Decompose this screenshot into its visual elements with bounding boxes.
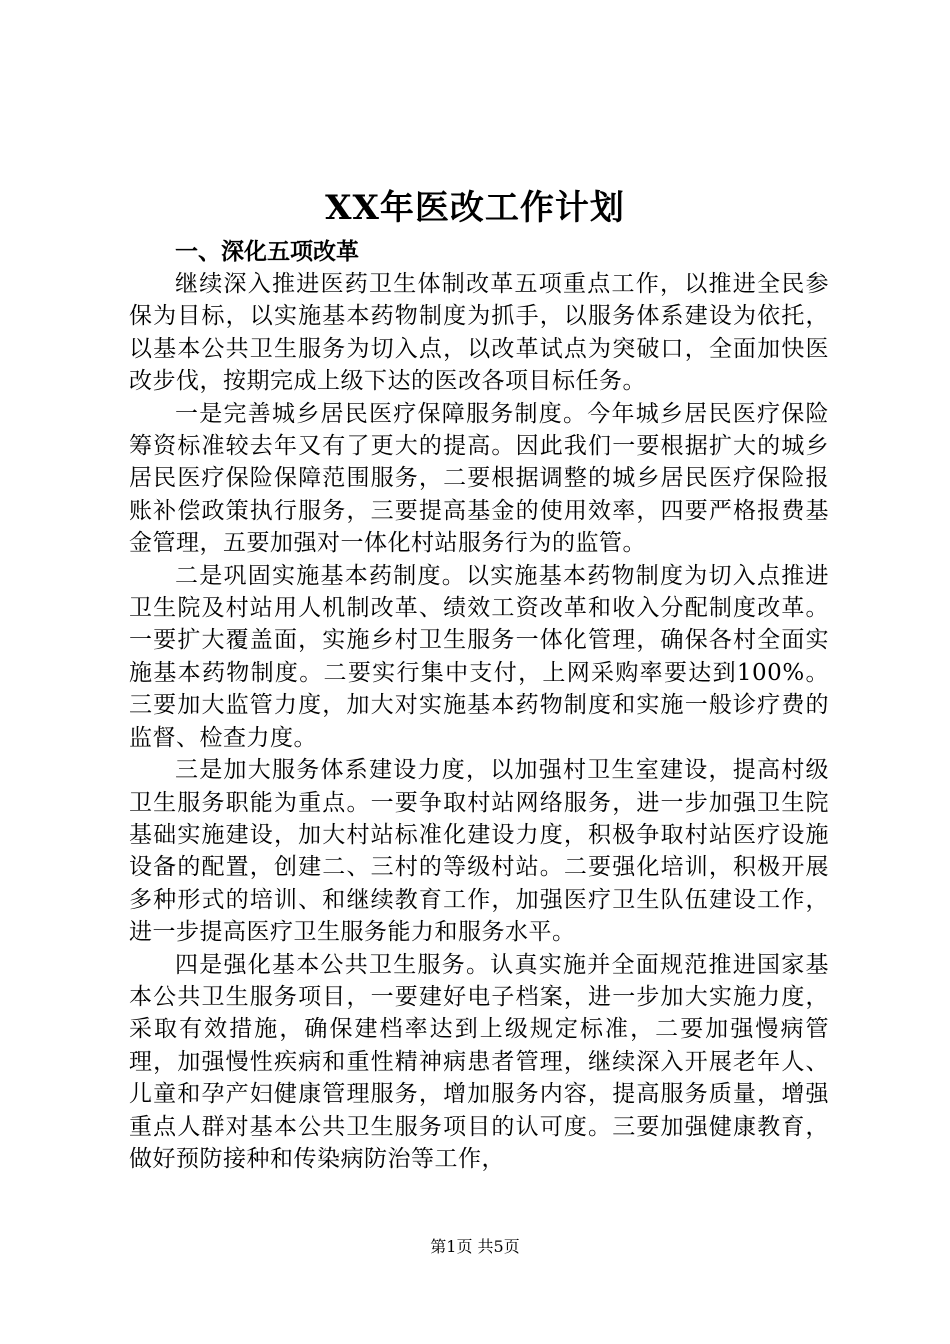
paragraph-item-3: 三是加大服务体系建设力度，以加强村卫生室建设，提高村级卫生服务职能为重点。一要争取村站网络服务，进一步加强卫生院基础实施建设，加大村站标准化建设力度，积极争取村站医疗设施设备的配置，创建二、三村的等级村站。二要强化培训，积极开展多种形式的培训、和继续教育工作，加强医疗卫生队伍建设工作，进一步提高医疗卫生服务能力和服务水平。 xyxy=(129,757,829,946)
paragraph-item-4: 四是强化基本公共卫生服务。认真实施并全面规范推进国家基本公共卫生服务项目，一要建好电子档案，进一步加大实施力度，采取有效措施，确保建档率达到上级规定标准，二要加强慢病管理，加强慢性疾病和重性精神病患者管理，继续深入开展老年人、儿童和孕产妇健康管理服务，增加服务内容，提高服务质量，增强重点人群对基本公共卫生服务项目的认可度。三要加强健康教育，做好预防接种和传染病防治等工作， xyxy=(129,951,829,1172)
paragraph-item-1: 一是完善城乡居民医疗保障服务制度。今年城乡居民医疗保险筹资标准较去年又有了更大的提高。因此我们一要根据扩大的城乡居民医疗保险保障范围服务，二要根据调整的城乡居民医疗保险报账补偿政策执行服务，三要提高基金的使用效率，四要严格报费基金管理，五要加强对一体化村站服务行为的监管。 xyxy=(129,400,829,557)
section-heading: 一、深化五项改革 xyxy=(175,239,359,265)
paragraph-intro: 继续深入推进医药卫生体制改革五项重点工作，以推进全民参保为目标，以实施基本药物制度为抓手，以服务体系建设为依托，以基本公共卫生服务为切入点，以改革试点为突破口，全面加快医改步伐，按期完成上级下达的医改各项目标任务。 xyxy=(129,271,829,395)
document-title: XX年医改工作计划 xyxy=(325,188,625,228)
document-body xyxy=(129,236,829,1175)
page-footer: 第1页 共5页 xyxy=(430,1237,520,1256)
paragraph-item-2: 二是巩固实施基本药制度。以实施基本药物制度为切入点推进卫生院及村站用人机制改革、绩效工资改革和收入分配制度改革。一要扩大覆盖面，实施乡村卫生服务一体化管理，确保各村全面实施基本药物制度。二要实行集中支付，上网采购率要达到100%。三要加大监管力度，加大对实施基本药物制度和实施一般诊疗费的监督、检查力度。 xyxy=(129,562,829,751)
